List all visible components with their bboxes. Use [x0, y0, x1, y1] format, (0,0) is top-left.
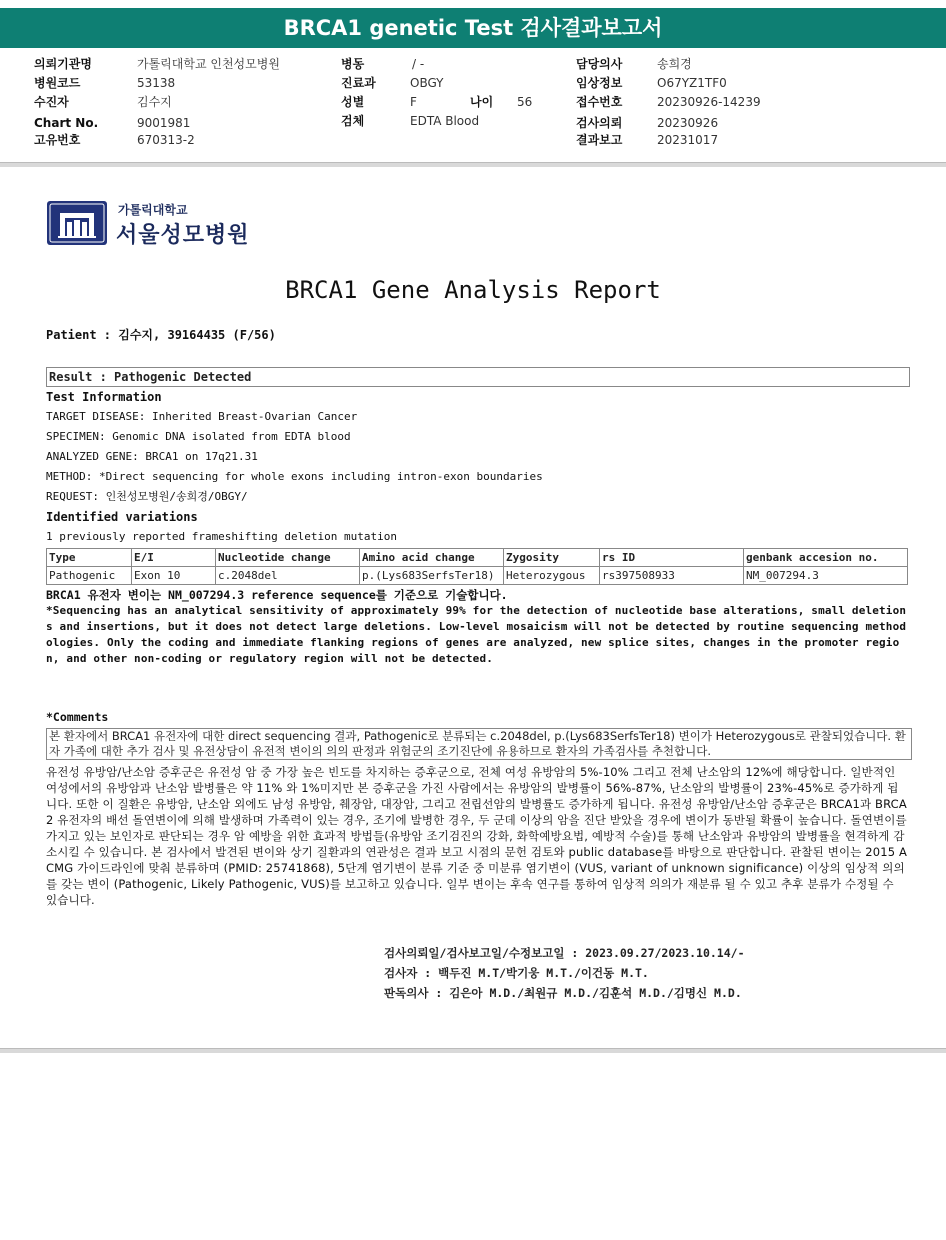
header-key: Chart No.: [34, 116, 99, 130]
identified-summary: 1 previously reported frameshifting deletion mutation: [46, 530, 397, 543]
header-key: 검사의뢰: [576, 116, 623, 130]
header-value: 송희경: [657, 57, 692, 71]
table-cell: Exon 10: [132, 567, 216, 585]
header-value: 670313-2: [137, 133, 195, 147]
header-value: 53138: [137, 76, 176, 90]
identified-heading: Identified variations: [46, 510, 198, 524]
table-header-cell: Amino acid change: [360, 549, 504, 567]
header-value: 20231017: [657, 133, 719, 147]
header-divider: [0, 162, 946, 167]
header-value: 9001981: [137, 116, 191, 130]
method: METHOD: *Direct sequencing for whole exons including intron-exon boundaries: [46, 470, 543, 483]
logo-hospital-name: 서울성모병원: [116, 223, 250, 248]
header-key: 고유번호: [34, 133, 81, 147]
header-value: OBGY: [410, 76, 444, 90]
header-key: 검체: [341, 114, 365, 128]
target-disease: TARGET DISEASE: Inherited Breast-Ovarian Cancer: [46, 410, 358, 423]
footer-divider: [0, 1048, 946, 1053]
table-cell: NM_007294.3: [744, 567, 908, 585]
header-key: 임상정보: [576, 76, 623, 90]
header-key: 담당의사: [576, 57, 623, 71]
table-header-row: [47, 549, 908, 567]
header-key: 접수번호: [576, 95, 623, 109]
table-header-cell: genbank accesion no.: [744, 549, 908, 567]
result-box: Result : Pathogenic Detected: [46, 367, 910, 387]
comment-body: 유전성 유방암/난소암 증후군은 유전성 암 중 가장 높은 빈도를 차지하는 증후군으로, 전체 여성 유방암의 5%-10% 그리고 전체 난소암의 12%에 해당합니다. 일반적인 여성에서의 유방암과 난소암 발병률은 약 11% 와 1%미지만 본 증후군을 가진 사람에서는 유방암의 발병률이 56%-87%, 난소암의 발병률이 23%-45%로 증가하게 됩니다. 또한 이 질환은 유방암, 난소암 외에도 남성 유방암, 췌장암, 대장암, 그리고 전립선암의 발병률도 증가하게 됩니다. 유전성 유방암/난소암 증후군은 BRCA1과 BRCA2 유전자의 배선 돌연변이에 의해 발생하며 가족력이 있는 경우, 조기에 발병한 경우, 두 군데 이상의 암을 진단 받았을 경우에 변이가 동반될 확률이 높습니다. 돌연변이를 가지고 있는 보인자로 판단되는 경우 암 예방을 위한 효과적 방법들(유방암 조기검진의 강화, 화학예방요법, 예방적 수술)를 통해 난소암과 유방암의 발병률을 현격하게 감소시킬 수 있습니다. 본 검사에서 발견된 변이와 상기 질환과의 연관성은 결과 보고 시점의 문헌 검토와 public database를 바탕으로 판단합니다. 관찰된 변이는 2015 ACMG 가이드라인에 맞춰 분류하며 (PMID: 25741868), 5단계 염기변이 분류 기준 중 미분류 염기변이 (VUS, variant of unknown significance) 이상의 임상적 의의를 갖는 변이 (Pathogenic, Likely Pathogenic, VUS)를 보고하고 있습니다. 일부 변이는 후속 연구를 통하여 임상적 의의가 재분류 될 수 있고 추후 분류가 수정될 수 있습니다.: [46, 765, 907, 907]
header-key: 나이: [470, 95, 494, 109]
table-cell: rs397508933: [600, 567, 744, 585]
window-title: BRCA1 genetic Test 검사결과보고서: [0, 8, 946, 48]
analyzed-gene: ANALYZED GENE: BRCA1 on 17q21.31: [46, 450, 258, 463]
header-key: 수진자: [34, 95, 69, 109]
table-header-cell: Type: [47, 549, 132, 567]
report-dates: 검사의뢰일/검사보고일/수정보고일 : 2023.09.27/2023.10.14/-: [384, 946, 745, 960]
comments-heading: *Comments: [46, 710, 109, 724]
header-key: 병원코드: [34, 76, 81, 90]
request: REQUEST: 인천성모병원/송희경/OBGY/: [46, 490, 248, 503]
comment-summary-box: 본 환자에서 BRCA1 유전자에 대한 direct sequencing 결과, Pathogenic로 분류되는 c.2048del, p.(Lys683SerfsTer18) 변이가 Heterozygous로 관찰되었습니다. 환자 가족에 대한 추가 검사 및 유전상담이 유전적 변이의 의의 판정과 위험군의 조기진단에 유용하므로 환자의 가족검사를 추천합니다.: [46, 728, 912, 760]
header-value: 20230926: [657, 116, 719, 130]
header-value: O67YZ1TF0: [657, 76, 727, 90]
variation-table: [46, 548, 908, 585]
header-value: 가톨릭대학교 인천성모병원: [137, 57, 280, 71]
header-key: 의뢰기관명: [34, 57, 92, 71]
table-cell: Pathogenic: [47, 567, 132, 585]
header-value: 김수지: [137, 95, 172, 109]
table-cell: Heterozygous: [504, 567, 600, 585]
patient-line: Patient : 김수지, 39164435 (F/56): [46, 328, 276, 342]
reference-note: BRCA1 유전자 변이는 NM_007294.3 reference sequence를 기준으로 기술합니다.: [46, 588, 508, 602]
table-cell: p.(Lys683SerfsTer18): [360, 567, 504, 585]
sensitivity-note: *Sequencing has an analytical sensitivity of approximately 99% for the detection of nucleotide base alterations, small deletions and insertions, but it does not detect large deletions. Low-level mosaicism will not be detected by routine sequencing methodologies. Only the coding and immediate flanking regions of genes are analyzed, new splice sites, changes in the promoter region, and other non-coding or regulatory region will not be detected.: [46, 604, 907, 665]
physicians: 판독의사 : 김은아 M.D./최원규 M.D./김훈석 M.D./김명신 M.D.: [384, 986, 742, 1000]
header-value: 20230926-14239: [657, 95, 761, 109]
header-value: F: [410, 95, 417, 109]
table-header-cell: rs ID: [600, 549, 744, 567]
header-value: 56: [517, 95, 533, 109]
header-value: / -: [412, 57, 425, 71]
table-header-cell: Zygosity: [504, 549, 600, 567]
table-row: [47, 567, 908, 585]
header-key: 결과보고: [576, 133, 623, 147]
table-header-cell: Nucleotide change: [216, 549, 360, 567]
header-key: 병동: [341, 57, 365, 71]
specimen: SPECIMEN: Genomic DNA isolated from EDTA blood: [46, 430, 351, 443]
header-key: 진료과: [341, 76, 376, 90]
technicians: 검사자 : 백두진 M.T/박기웅 M.T./이건동 M.T.: [384, 966, 649, 980]
hospital-logo-emblem: [46, 200, 108, 246]
test-info-heading: Test Information: [46, 390, 162, 404]
header-value: EDTA Blood: [410, 114, 480, 128]
table-header-cell: E/I: [132, 549, 216, 567]
report-title: BRCA1 Gene Analysis Report: [285, 276, 661, 304]
header-key: 성별: [341, 95, 365, 109]
logo-subtitle: 가톨릭대학교: [118, 203, 188, 217]
table-cell: c.2048del: [216, 567, 360, 585]
